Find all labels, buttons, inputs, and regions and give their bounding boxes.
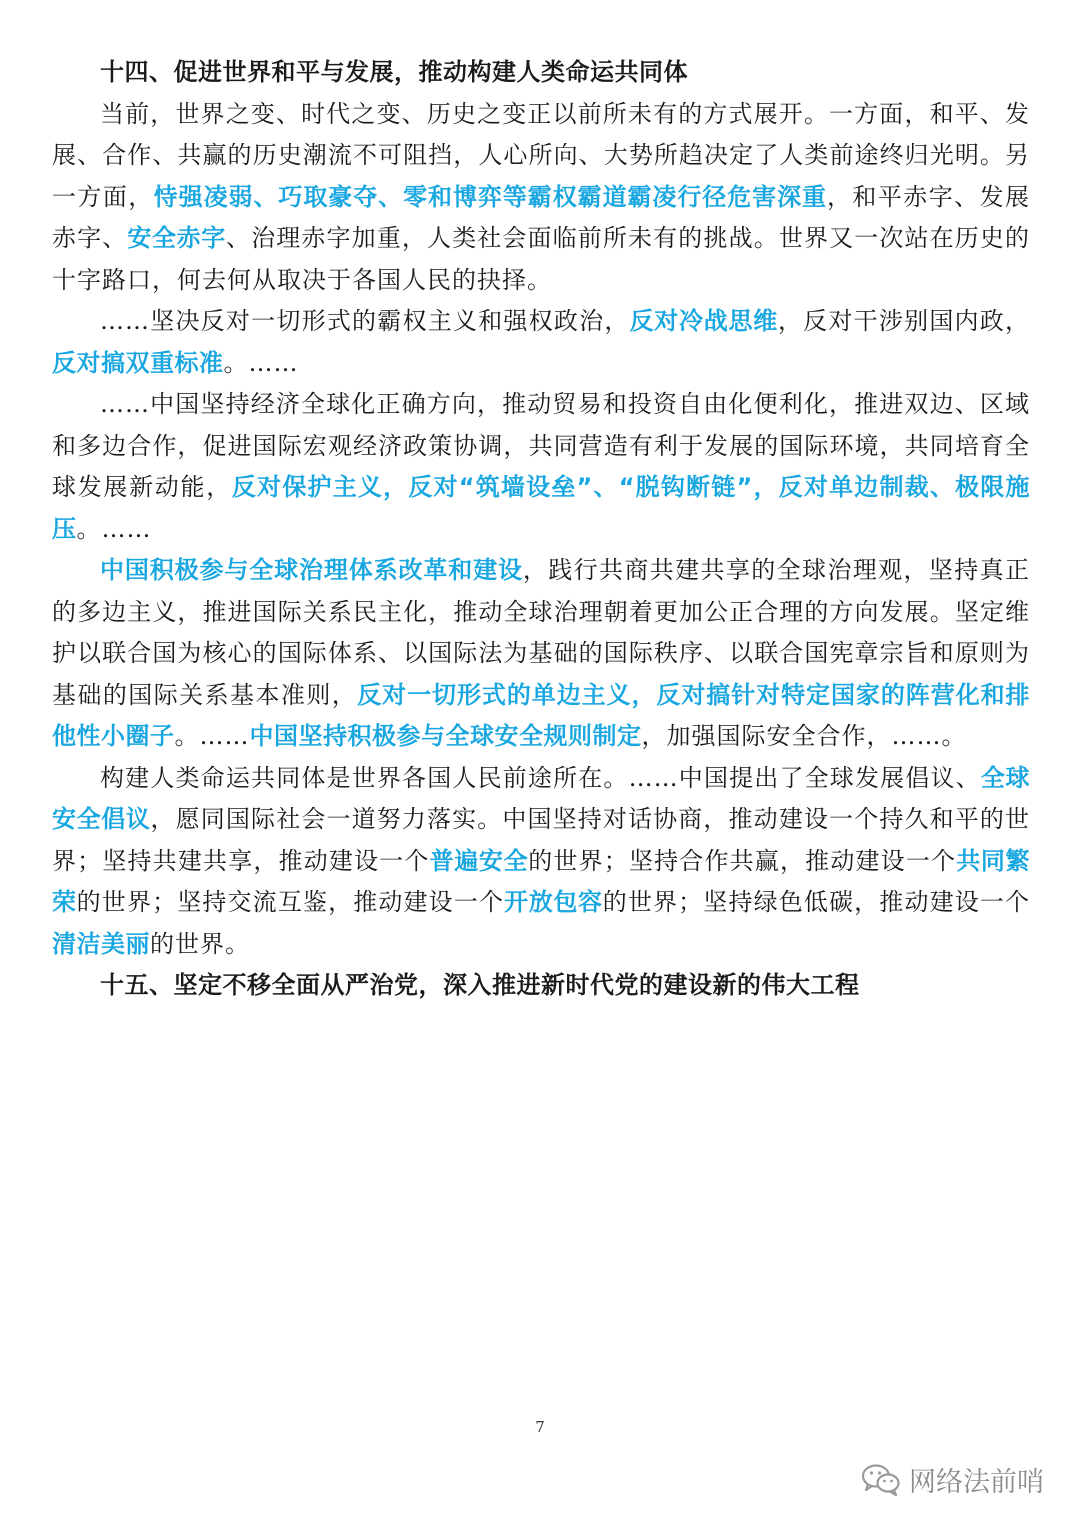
text-run: 。…… bbox=[76, 514, 152, 543]
paragraph-4 bbox=[52, 550, 1030, 758]
text-run: 构建人类命运共同体是世界各国人民前途所在。……中国提出了全球发展倡议、 bbox=[100, 763, 981, 792]
watermark-label: 网络法前哨 bbox=[909, 1467, 1044, 1498]
paragraph-5 bbox=[52, 758, 1030, 966]
highlight-text: 普遍安全 bbox=[429, 846, 529, 875]
text-run: 的世界。 bbox=[150, 929, 250, 958]
highlight-text: 安全赤字 bbox=[127, 224, 226, 252]
highlight-text: 恃强凌弱、巧取豪夺、零和博弈等霸权霸道霸凌行径危害深重 bbox=[153, 182, 827, 211]
text-run: ……中国坚持经济全球化正确方向，推动贸易和投资自由化便利化，推进双边、区域和多边合作，促进国际宏观经济政策协调，共同营造有利于发展的国际环境，共同培育全球发展新动能， bbox=[52, 390, 1030, 501]
highlight-text: 中国积极参与全球治理体系改革和建设 bbox=[100, 556, 523, 584]
highlight-text: 中国坚持积极参与全球安全规则制定 bbox=[249, 722, 642, 750]
text-run: ，愿同国际社会一道努力落实。中国坚持对话协商，推动建设一个持久和平的世界；坚持共建共享，推动建设一个 bbox=[52, 805, 1031, 875]
text-run: 的世界；坚持合作共赢，推动建设一个 bbox=[528, 846, 957, 875]
highlight-text: 反对保护主义，反对“筑墙设垒”、“脱钩断链”，反对单边制裁、极限施压 bbox=[52, 473, 1031, 543]
wechat-icon bbox=[861, 1463, 901, 1497]
highlight-text: 共同繁荣 bbox=[52, 846, 1031, 916]
paragraph-3 bbox=[52, 384, 1030, 550]
text-run: ，加强国际安全合作，……。 bbox=[641, 722, 967, 750]
text-run: ，反对干涉别国内政， bbox=[777, 307, 1031, 335]
text-run: ……坚决反对一切形式的霸权主义和强权政治， bbox=[100, 307, 630, 335]
section-heading-14: 十四、促进世界和平与发展，推动构建人类命运共同体 bbox=[100, 58, 688, 86]
highlight-text: 反对冷战思维 bbox=[629, 307, 778, 335]
page-number: 7 bbox=[535, 1418, 545, 1436]
watermark bbox=[861, 1460, 1044, 1499]
highlight-text: 反对搞双重标准 bbox=[52, 348, 224, 377]
text-run: ，践行共商共建共享的全球治理观，坚持真正的多边主义，推进国际关系民主化，推动全球治理朝着更加公正合理的方向发展。坚定维护以联合国为核心的国际体系、以国际法为基础的国际秩序、以联合国宪章宗旨和原则为基础的国际关系基本准则， bbox=[52, 556, 1030, 709]
highlight-text: 清洁美丽 bbox=[52, 929, 150, 958]
text-run: 、治理赤字加重，人类社会面临前所未有的挑战。世界又一次站在历史的十字路口，何去何从取决于各国人民的抉择。 bbox=[52, 224, 1031, 294]
paragraph-1 bbox=[52, 94, 1030, 302]
text-run: 。…… bbox=[223, 348, 299, 377]
text-run: ，和平赤字、发展赤字、 bbox=[52, 182, 1031, 252]
text-run: 的世界；坚持绿色低碳，推动建设一个 bbox=[602, 888, 1031, 916]
text-run: 的世界；坚持交流互鉴，推动建设一个 bbox=[76, 888, 505, 916]
paragraph-2 bbox=[52, 301, 1030, 384]
text-run: 当前，世界之变、时代之变、历史之变正以前所未有的方式展开。一方面，和平、发展、合作、共赢的历史潮流不可阻挡，人心所向、大势所趋决定了人类前途终归光明。另一方面， bbox=[52, 99, 1030, 211]
highlight-text: 全球安全倡议 bbox=[52, 763, 1030, 833]
highlight-text: 反对一切形式的单边主义，反对搞针对特定国家的阵营化和排他性小圈子 bbox=[52, 680, 1031, 750]
document-page bbox=[52, 52, 1030, 1007]
highlight-text: 开放包容 bbox=[504, 888, 603, 916]
text-run: 。…… bbox=[174, 722, 250, 750]
section-heading-15: 十五、坚定不移全面从严治党，深入推进新时代党的建设新的伟大工程 bbox=[100, 971, 860, 999]
